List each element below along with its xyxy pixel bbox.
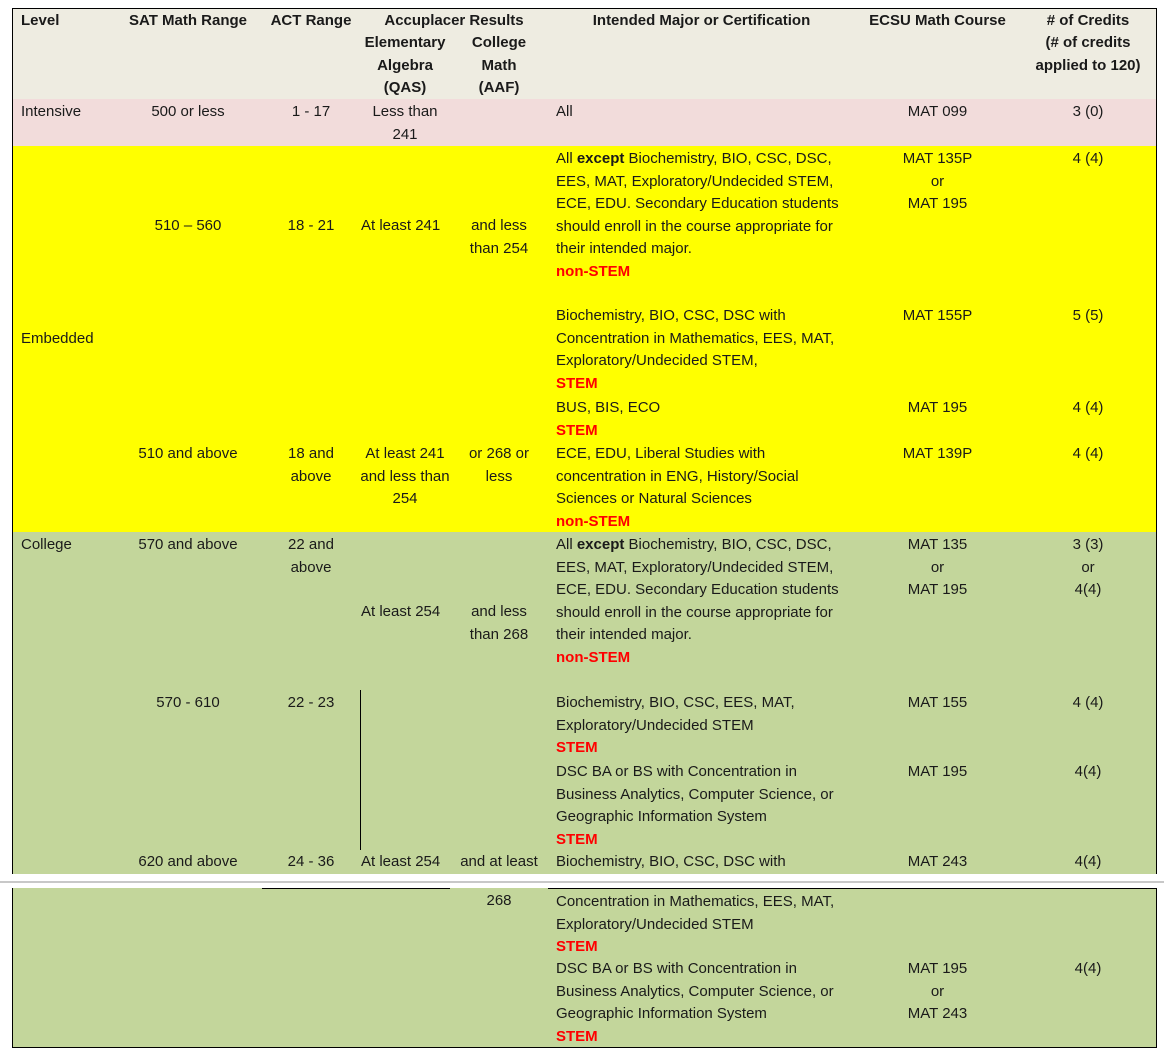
major-emphasis: except: [576, 536, 625, 553]
embedded-credits-row-2: 5 (5): [1020, 303, 1157, 396]
stem-tag: STEM: [556, 421, 598, 439]
college-credits-row-2: 4 (4): [1020, 690, 1157, 760]
embedded-g2-qas: At least 241 and less than 254: [360, 441, 451, 533]
major-text: DSC BA or BS with Concentration in Business Analytics, Computer Science, or Geographic Information System: [556, 960, 834, 1022]
course-line: MAT 195: [907, 960, 968, 977]
course-line: MAT 135: [907, 536, 968, 553]
college-g3-sat: 620 and above: [114, 850, 263, 874]
embedded-g1-qas: At least 241: [360, 146, 451, 442]
college-credits-row-1: [1020, 532, 1157, 691]
college-credits-row-5: 4(4): [1020, 956, 1157, 1048]
stem-tag: STEM: [556, 938, 598, 955]
header-level: Level: [12, 8, 115, 33]
page-break-divider: [0, 881, 1164, 883]
intensive-sat: 500 or less: [114, 99, 263, 147]
college-major-row-1: [548, 532, 856, 691]
embedded-credits-row-3: 4 (4): [1020, 395, 1157, 442]
course-line: or: [930, 982, 945, 1000]
credit-line: or: [1081, 558, 1095, 576]
stem-tag: STEM: [556, 830, 598, 848]
header-aaf: College Math (AAF): [450, 32, 549, 100]
major-text: Biochemistry, BIO, CSC, DSC, EES, MAT, Exploratory/Undecided STEM, ECE, EDU. Secondary Education students should enroll in the course appropriate for their intended major.: [556, 536, 839, 643]
embedded-g1-sat: 510 – 560: [114, 146, 263, 442]
credit-line: 3 (3): [1072, 536, 1104, 553]
course-line: MAT 195: [907, 581, 968, 598]
college-level-cont: [12, 888, 115, 1048]
header-level-blank: [12, 32, 115, 100]
major-text: Biochemistry, BIO, CSC, DSC with Concentration in Mathematics, EES, MAT, Exploratory/Undecided STEM,: [556, 307, 835, 369]
major-text: Biochemistry, BIO, CSC, DSC, EES, MAT, Exploratory/Undecided STEM, ECE, EDU. Secondary Education students should enroll in the course appropriate for their intended major.: [556, 150, 839, 257]
major-prefix: All: [556, 536, 573, 553]
major-text: ECE, EDU, Liberal Studies with concentration in ENG, History/Social Sciences or Natural Sciences: [556, 445, 799, 507]
college-course-row-4-cont: [855, 888, 1021, 957]
college-g3-act-cont: [262, 888, 361, 1048]
embedded-course-row-3: MAT 195: [855, 395, 1021, 442]
major-text: Concentration in Mathematics, EES, MAT, Exploratory/Undecided STEM: [556, 893, 835, 933]
college-course-row-5: [855, 956, 1021, 1048]
college-course-row-1: [855, 532, 1021, 691]
header-credits: # of Credits: [1020, 8, 1157, 33]
header-accuplacer: Accuplacer Results: [360, 8, 549, 33]
stem-tag: STEM: [556, 1027, 598, 1045]
course-line: MAT 195: [907, 195, 968, 212]
embedded-credits-row-4: 4 (4): [1020, 441, 1157, 533]
college-level: College: [12, 532, 115, 874]
major-prefix: All: [556, 150, 573, 167]
header-sat: SAT Math Range: [114, 8, 263, 33]
embedded-g2-act: 18 and above: [262, 441, 361, 533]
embedded-g1-act: 18 - 21: [262, 146, 361, 442]
embedded-course-row-4: MAT 139P: [855, 441, 1021, 533]
header-major: Intended Major or Certification: [548, 8, 856, 33]
embedded-g2-aaf: or 268 or less: [450, 441, 549, 533]
header-sat-blank: [114, 32, 263, 100]
college-credits-row-3: 4(4): [1020, 759, 1157, 851]
college-g3-aaf: and at least: [450, 850, 549, 874]
header-credits-sub: (# of credits applied to 120): [1020, 32, 1157, 100]
college-g1-aaf: and less than 268: [450, 532, 549, 851]
header-act: ACT Range: [262, 8, 361, 33]
college-credits-row-4: 4(4): [1020, 850, 1157, 875]
intensive-level: Intensive: [12, 99, 115, 147]
college-g3-qas: At least 254: [360, 850, 451, 874]
intensive-qas: Less than 241: [360, 99, 451, 147]
stem-tag: STEM: [556, 739, 598, 756]
college-g1-act: 22 and above: [262, 532, 361, 691]
major-text: DSC BA or BS with Concentration in Business Analytics, Computer Science, or Geographic Information System: [556, 763, 834, 825]
college-g1-qas: At least 254: [360, 532, 451, 851]
embedded-major-row-4: [548, 441, 856, 533]
college-credits-row-4-cont: [1020, 888, 1157, 957]
embedded-level: [12, 146, 115, 533]
college-major-row-3: [548, 759, 856, 851]
intensive-act: 1 - 17: [262, 99, 361, 147]
college-course-row-3: MAT 195: [855, 759, 1021, 851]
embedded-major-row-2: [548, 303, 856, 396]
intensive-aaf: [450, 99, 549, 147]
embedded-g1-aaf: and less than 254: [450, 146, 549, 442]
college-g1-sat: 570 and above: [114, 532, 263, 691]
college-g3-aaf-cont: 268: [450, 888, 549, 1048]
course-line: MAT 243: [907, 1005, 968, 1022]
intensive-major: All: [548, 99, 856, 147]
college-major-row-2: [548, 690, 856, 760]
major-emphasis: except: [576, 150, 625, 167]
college-g2-act: 22 - 23: [262, 690, 361, 851]
credit-line: 4(4): [1074, 581, 1102, 598]
stem-tag: non-STEM: [556, 648, 631, 666]
header-act-blank: [262, 32, 361, 100]
embedded-major-row-3: [548, 395, 856, 442]
header-qas: Elementary Algebra (QAS): [360, 32, 451, 100]
college-major-row-4-part1: Biochemistry, BIO, CSC, DSC with: [548, 850, 856, 875]
embedded-level-label: Embedded: [21, 329, 94, 347]
major-text: Biochemistry, BIO, CSC, EES, MAT, Exploratory/Undecided STEM: [556, 694, 795, 734]
college-g3-qas-cont: [360, 888, 451, 1048]
course-line: MAT 135P: [902, 150, 973, 167]
college-course-row-2: MAT 155: [855, 690, 1021, 760]
course-line: or: [930, 558, 945, 576]
intensive-course: MAT 099: [855, 99, 1021, 147]
header-major-blank: [548, 32, 856, 100]
header-course: ECSU Math Course: [855, 8, 1021, 33]
college-g3-act: 24 - 36: [262, 850, 361, 874]
embedded-course-row-1: [855, 146, 1021, 304]
college-major-row-4-part2: [548, 888, 856, 957]
college-g3-sat-cont: [114, 888, 263, 1048]
header-course-blank: [855, 32, 1021, 100]
major-text: BUS, BIS, ECO: [556, 399, 661, 416]
embedded-major-row-1: [548, 146, 856, 304]
embedded-credits-row-1: 4 (4): [1020, 146, 1157, 304]
course-line: or: [930, 172, 945, 190]
college-g2-sat: 570 - 610: [114, 690, 263, 851]
college-major-row-5: [548, 956, 856, 1048]
college-course-row-4: MAT 243: [855, 850, 1021, 875]
stem-tag: STEM: [556, 374, 598, 392]
stem-tag: non-STEM: [556, 512, 631, 530]
intensive-credits: 3 (0): [1020, 99, 1157, 147]
embedded-course-row-2: MAT 155P: [855, 303, 1021, 396]
embedded-g2-sat: 510 and above: [114, 441, 263, 533]
stem-tag: non-STEM: [556, 262, 631, 280]
